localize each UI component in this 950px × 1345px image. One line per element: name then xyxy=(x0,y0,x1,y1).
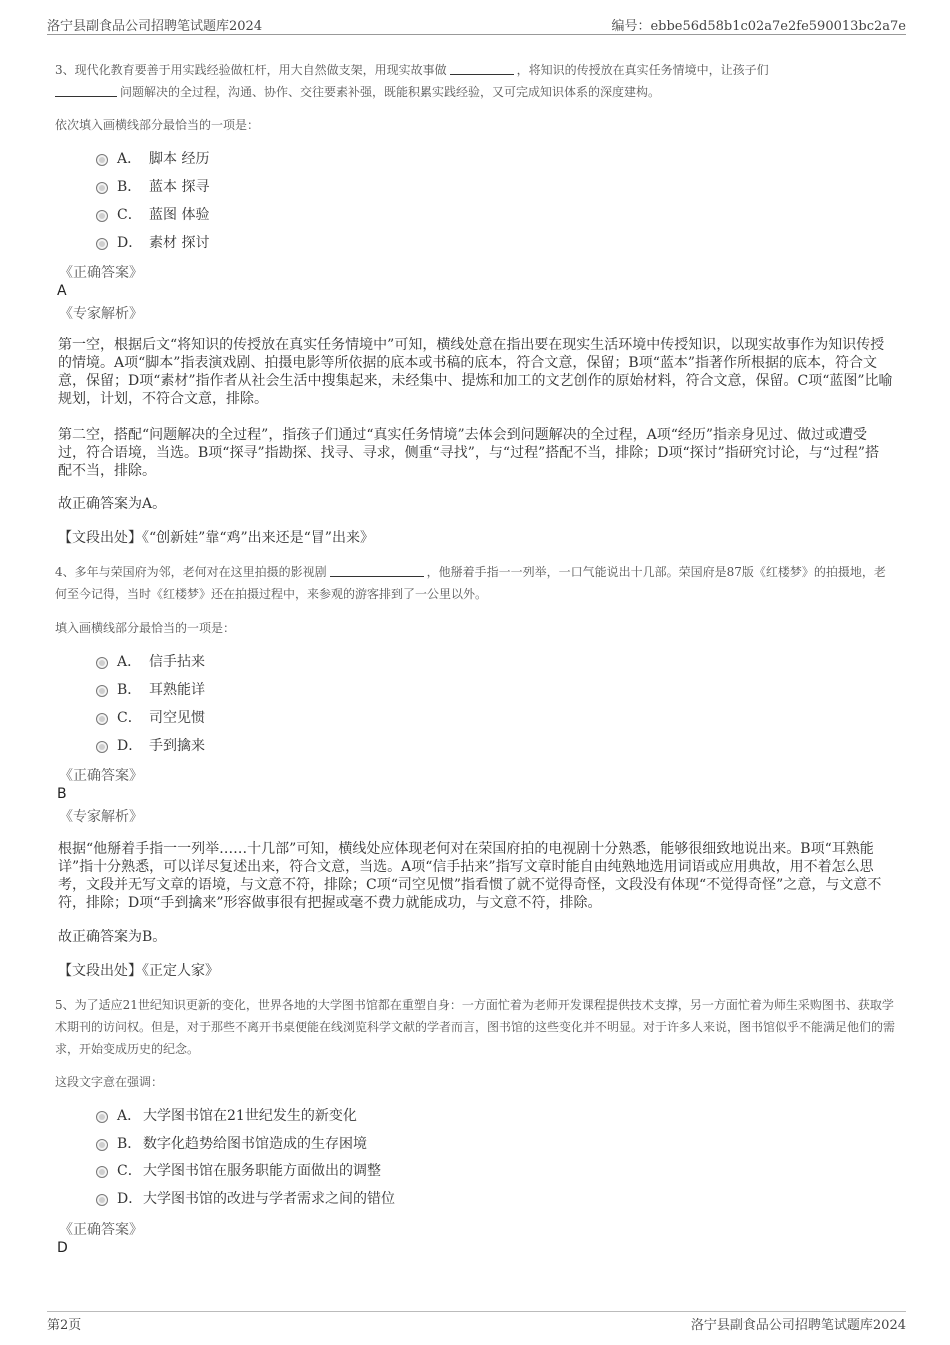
option-text: 脚本 经历 xyxy=(149,151,210,167)
option-text: 耳熟能详 xyxy=(149,682,205,698)
q4-prompt: 填入画横线部分最恰当的一项是： xyxy=(55,621,236,635)
option-letter: A． xyxy=(117,654,142,670)
header-code: 编号：ebbe56d58b1c02a7e2fe590013bc2a7e xyxy=(611,19,906,34)
footer-title: 洛宁县副食品公司招聘笔试题库2024 xyxy=(690,1318,906,1333)
q3-source: 【文段出处】《“创新娃”靠“鸡”出来还是“冒”出来》 xyxy=(58,530,374,546)
q5-option-d[interactable] xyxy=(96,1189,395,1209)
option-letter: B． xyxy=(117,1136,142,1152)
q3-answer: A xyxy=(57,283,67,299)
radio-icon[interactable] xyxy=(96,182,108,194)
q4-option-c[interactable] xyxy=(96,708,205,728)
option-letter: D． xyxy=(117,235,143,251)
option-text: 蓝图 体验 xyxy=(149,207,210,223)
q4-text-1: 4、多年与荣国府为邻，老何对在这里拍摄的影视剧 xyxy=(55,565,327,579)
option-text: 手到擒来 xyxy=(149,738,205,754)
q5-prompt: 这段文字意在强调： xyxy=(55,1075,164,1089)
q3-blank-1 xyxy=(450,60,514,75)
option-letter: C． xyxy=(117,1163,142,1179)
option-letter: D． xyxy=(117,1191,143,1207)
q3-answer-label: 《正确答案》 xyxy=(59,265,143,281)
q4-option-d[interactable] xyxy=(96,736,205,756)
q3-conclusion: 故正确答案为A。 xyxy=(58,496,167,512)
option-text: 素材 探讨 xyxy=(149,235,210,251)
option-text: 蓝本 探寻 xyxy=(149,179,210,195)
question-3-stem xyxy=(55,59,897,103)
option-text: 大学图书馆在服务职能方面做出的调整 xyxy=(143,1163,381,1179)
option-letter: B． xyxy=(117,682,142,698)
option-letter: A． xyxy=(117,1108,142,1124)
header-title: 洛宁县副食品公司招聘笔试题库2024 xyxy=(47,19,263,34)
radio-icon[interactable] xyxy=(96,1194,108,1206)
q3-option-d[interactable] xyxy=(96,233,209,253)
page-footer xyxy=(47,1311,906,1334)
radio-icon[interactable] xyxy=(96,238,108,250)
q3-analysis-p2: 第二空，搭配“问题解决的全过程”，指孩子们通过“真实任务情境”去体会到问题解决的全过程，A项“经历”指亲身见过、做过或遭受过，符合语境，当选。B项“探寻”指勘探、找寻、寻求，侧重“寻找”，与“过程”搭配不当，排除；D项“探讨”指研究讨论，与“过程”搭配不当，排除。 xyxy=(58,427,880,479)
q3-text-2: ，将知识的传授放在真实任务情境中，让孩子们 xyxy=(516,63,769,77)
radio-icon[interactable] xyxy=(96,685,108,697)
radio-icon[interactable] xyxy=(96,1111,108,1123)
option-text: 大学图书馆的改进与学者需求之间的错位 xyxy=(143,1191,395,1207)
q5-option-b[interactable] xyxy=(96,1134,367,1154)
q3-option-c[interactable] xyxy=(96,205,209,225)
q4-answer-label: 《正确答案》 xyxy=(59,768,143,784)
q3-analysis-p1: 第一空，根据后文“将知识的传授放在真实任务情境中”可知，横线处意在指出要在现实生活环境中传授知识，以现实故事作为知识传授的情境。A项“脚本”指表演戏剧、拍摄电影等所依据的底本或书稿的底本，符合文意，保留；B项“蓝本”指著作所根据的底本，符合文意，保留；D项“素材”指作者从社会生活中搜集起来，未经集中、提炼和加工的文艺创作的原始材料，符合文意，保留。C项“蓝图”比喻规划，计划，不符合文意，排除。 xyxy=(58,337,893,407)
option-text: 信手拈来 xyxy=(149,654,205,670)
q3-text-3: 问题解决的全过程，沟通、协作、交往要素补强，既能积累实践经验，又可完成知识体系的深度建构。 xyxy=(120,85,661,99)
q4-source: 【文段出处】《正定人家》 xyxy=(58,963,219,979)
radio-icon[interactable] xyxy=(96,1139,108,1151)
q4-option-b[interactable] xyxy=(96,680,205,700)
q3-option-a[interactable] xyxy=(96,149,209,169)
q5-option-a[interactable] xyxy=(96,1106,357,1126)
option-text: 大学图书馆在21世纪发生的新变化 xyxy=(143,1108,357,1124)
radio-icon[interactable] xyxy=(96,1166,108,1178)
q4-analysis-label: 《专家解析》 xyxy=(59,809,143,825)
radio-icon[interactable] xyxy=(96,154,108,166)
option-letter: A． xyxy=(117,151,142,167)
option-text: 数字化趋势给图书馆造成的生存困境 xyxy=(143,1136,367,1152)
option-letter: C． xyxy=(117,710,142,726)
option-letter: C． xyxy=(117,207,142,223)
q4-analysis-p1: 根据“他掰着手指一一列举……十几部”可知，横线处应体现老何对在荣国府拍的电视剧十分熟悉，能够很细致地说出来。B项“耳熟能详”指十分熟悉，可以详尽复述出来，符合文意，当选。A项“信手拈来”指写文章时能自由纯熟地选用词语或应用典故，用不着怎么思考，文段并无写文章的语境，与文意不符，排除；C项“司空见惯”指看惯了就不觉得奇怪，文段没有体现“不觉得奇怪”之意，与文意不符，排除；D项“手到擒来”形容做事很有把握或毫不费力就能成功，与文意不符，排除。 xyxy=(58,841,882,911)
q4-conclusion: 故正确答案为B。 xyxy=(58,929,167,945)
q4-blank xyxy=(330,562,424,577)
q4-option-a[interactable] xyxy=(96,652,205,672)
q3-blank-2 xyxy=(55,82,117,97)
q3-prompt: 依次填入画横线部分最恰当的一项是： xyxy=(55,118,260,132)
q5-answer: D xyxy=(57,1240,68,1256)
q3-analysis-label: 《专家解析》 xyxy=(59,306,143,322)
radio-icon[interactable] xyxy=(96,657,108,669)
option-text: 司空见惯 xyxy=(149,710,205,726)
question-4-stem xyxy=(55,561,897,605)
question-5-stem: 5、为了适应21世纪知识更新的变化，世界各地的大学图书馆都在重塑自身：一方面忙着为老师开发课程提供技术支撑，另一方面忙着为师生采购图书、获取学术期刊的访问权。但是，对于那些不离开书桌便能在线浏览科学文献的学者而言，图书馆的这些变化并不明显。对于许多人来说，图书馆似乎不能满足他们的需求，开始变成历史的纪念。 xyxy=(55,998,896,1056)
radio-icon[interactable] xyxy=(96,713,108,725)
radio-icon[interactable] xyxy=(96,210,108,222)
option-letter: B． xyxy=(117,179,142,195)
option-letter: D． xyxy=(117,738,143,754)
page-header xyxy=(47,14,906,35)
q5-option-c[interactable] xyxy=(96,1161,381,1181)
radio-icon[interactable] xyxy=(96,741,108,753)
q4-answer: B xyxy=(57,786,67,802)
footer-page-number: 第2页 xyxy=(47,1318,82,1333)
q4-text-2: ，他掰着手指一一列举，一口气能说出十几部。荣国府是87版《红楼梦》的拍摄地，老何至今记得，当时《红楼梦》还在拍摄过程中，来参观的游客排到了一公里以外。 xyxy=(55,565,886,601)
q5-answer-label: 《正确答案》 xyxy=(59,1222,143,1238)
q3-text-1: 3、现代化教育要善于用实践经验做杠杆，用大自然做支架，用现实故事做 xyxy=(55,63,447,77)
q3-option-b[interactable] xyxy=(96,177,209,197)
